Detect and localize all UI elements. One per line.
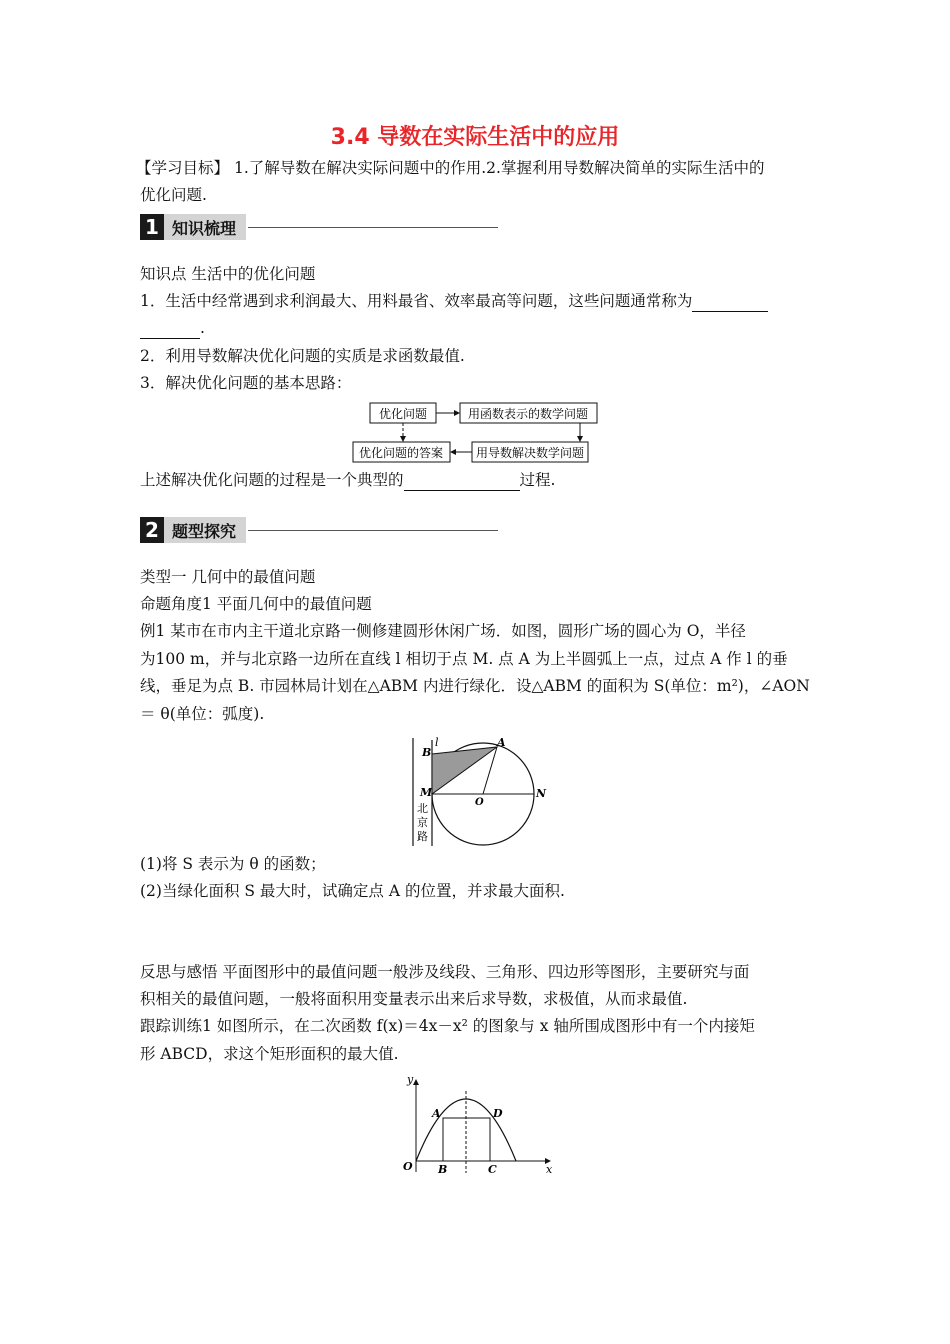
knowledge-item-2: 2．利用导数解决优化问题的实质是求函数最值. bbox=[140, 347, 465, 365]
knowledge-item-1 bbox=[140, 290, 812, 312]
knowledge-summary bbox=[140, 469, 812, 491]
arrow-head-icon bbox=[577, 436, 583, 442]
road-label-char: 路 bbox=[417, 830, 428, 843]
knowledge-item-1-cont: . bbox=[140, 317, 812, 339]
point-label-o: O bbox=[475, 797, 484, 808]
section-number: 1 bbox=[140, 214, 164, 240]
point-label-a: A bbox=[432, 1107, 441, 1120]
arrow-head-icon bbox=[400, 436, 406, 442]
summary-text: 上述解决优化问题的过程是一个典型的 bbox=[140, 471, 404, 489]
flow-diagram bbox=[350, 400, 602, 464]
example1-line1: 例1 某市在市内主干道北京路一侧修建圆形休闲广场．如图，圆形广场的圆心为 O，半径 bbox=[140, 622, 746, 640]
example1-line3: 线，垂足为点 B. 市园林局计划在△ABM 内进行绿化．设△ABM 的面积为 S(单位：m²)，∠AON bbox=[140, 677, 810, 695]
training-line1: 跟踪训练1 如图所示，在二次函数 f(x)＝4x－x² 的图象与 x 轴所围成图形中有一个内接矩 bbox=[140, 1017, 755, 1035]
point-label-b: B bbox=[438, 1163, 448, 1176]
point-label-n: N bbox=[536, 787, 547, 800]
axis-label-x: x bbox=[546, 1163, 553, 1176]
fill-blank bbox=[404, 472, 520, 491]
example1-line4: ＝ θ(单位：弧度). bbox=[140, 705, 265, 723]
triangle-abm-green-area bbox=[432, 747, 497, 794]
type-heading: 类型一 几何中的最值问题 bbox=[140, 568, 316, 586]
road-label-char: 北 bbox=[417, 802, 428, 815]
figure-circle-plaza bbox=[408, 734, 548, 848]
section-rule bbox=[248, 227, 498, 228]
section-rule bbox=[248, 530, 498, 531]
angle-heading: 命题角度1 平面几何中的最值问题 bbox=[140, 595, 372, 613]
reflection-line2: 积相关的最值问题，一般将面积用变量表示出来后求导数，求极值，从而求最值. bbox=[140, 990, 688, 1008]
fill-blank bbox=[692, 293, 768, 312]
point-label-d: D bbox=[493, 1107, 503, 1120]
knowledge-item-1-text: 1．生活中经常遇到求利润最大、用料最省、效率最高等问题，这些问题通常称为 bbox=[140, 292, 693, 310]
arrow-head-icon bbox=[454, 410, 460, 416]
section-number: 2 bbox=[140, 517, 164, 543]
training-line2: 形 ABCD，求这个矩形面积的最大值. bbox=[140, 1045, 399, 1063]
knowledge-item-3: 3．解决优化问题的基本思路： bbox=[140, 374, 352, 392]
inscribed-rectangle-abcd bbox=[443, 1118, 490, 1161]
arrow-head-icon bbox=[450, 449, 456, 455]
example1-line2: 为100 m，并与北京路一边所在直线 l 相切于点 M. 点 A 为上半圆弧上一点，过点 A 作 l 的垂 bbox=[140, 650, 788, 668]
line-label-l: l bbox=[435, 736, 439, 749]
flow-box-label: 优化问题的答案 bbox=[358, 446, 444, 460]
road-label-char: 京 bbox=[417, 816, 428, 829]
section-label: 题型探究 bbox=[164, 517, 246, 543]
point-label-b: B bbox=[422, 746, 432, 759]
point-label-c: C bbox=[488, 1163, 497, 1176]
reflection-line1: 反思与感悟 平面图形中的最值问题一般涉及线段、三角形、四边形等图形，主要研究与面 bbox=[140, 963, 750, 981]
origin-label: O bbox=[403, 1160, 413, 1173]
objectives-line1: 1.了解导数在解决实际问题中的作用.2.掌握利用导数解决简单的实际生活中的 bbox=[233, 159, 765, 177]
page-title: 3.4 导数在实际生活中的应用 bbox=[330, 125, 620, 150]
section-label: 知识梳理 bbox=[164, 214, 246, 240]
question-2: (2)当绿化面积 S 最大时，试确定点 A 的位置，并求最大面积. bbox=[140, 882, 565, 900]
point-label-m: M bbox=[420, 786, 433, 799]
flow-box-label: 优化问题 bbox=[378, 407, 428, 421]
arrow-head-icon bbox=[413, 1079, 419, 1085]
fill-blank bbox=[140, 320, 200, 339]
flow-box-label: 用导数解决数学问题 bbox=[475, 446, 585, 460]
knowledge-heading: 知识点 生活中的优化问题 bbox=[140, 265, 316, 283]
flow-box-label: 用函数表示的数学问题 bbox=[467, 407, 589, 421]
learning-objectives bbox=[136, 157, 812, 179]
summary-text-end: 过程. bbox=[519, 471, 556, 489]
question-1: (1)将 S 表示为 θ 的函数； bbox=[140, 855, 326, 873]
point-label-a: A bbox=[497, 736, 506, 749]
objectives-tag: 【学习目标】 bbox=[136, 159, 230, 177]
figure-parabola-rectangle bbox=[395, 1073, 565, 1179]
axis-label-y: y bbox=[407, 1073, 414, 1086]
section-header-knowledge bbox=[140, 214, 498, 240]
section-header-problems bbox=[140, 517, 498, 543]
objectives-line2: 优化问题. bbox=[140, 186, 207, 204]
